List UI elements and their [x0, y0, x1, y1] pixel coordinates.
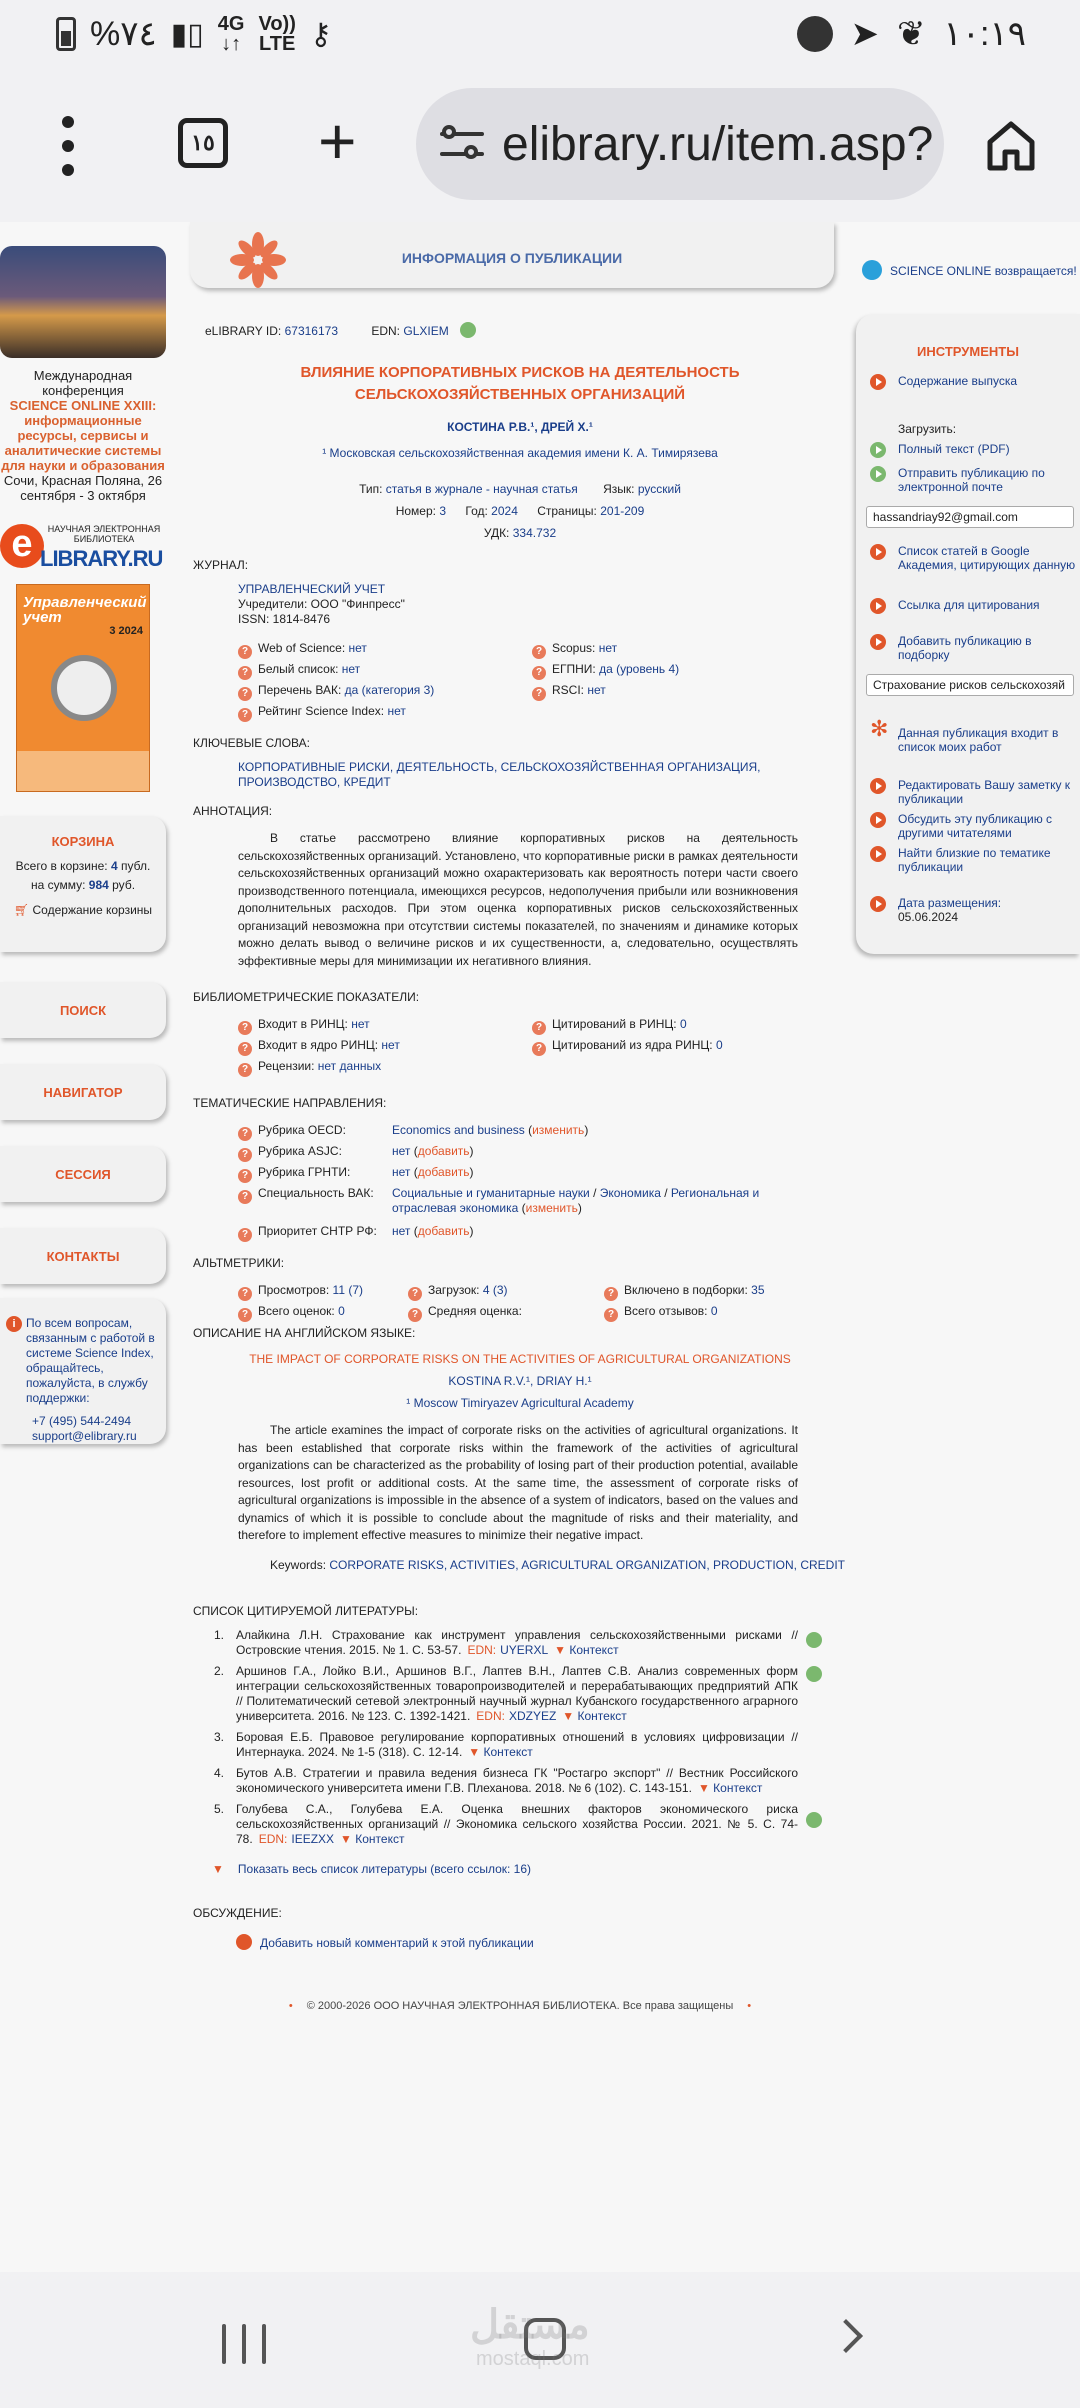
reference-item: 3. Боровая Е.Б. Правовое регулирование корпоративных отношений в условиях цифровизации // Интернаука. 2024. № 1-5 (318). С. 12-14. ▼ Контекст — [214, 1730, 798, 1759]
play-icon — [870, 544, 886, 560]
support-email[interactable]: support@elibrary.ru — [32, 1429, 137, 1443]
more-menu-icon[interactable] — [40, 116, 96, 176]
url-text[interactable]: elibrary.ru/item.asp? — [502, 117, 934, 171]
elibrary-logo[interactable]: LIBRARY.RU — [40, 546, 163, 571]
messenger-icon — [797, 16, 833, 52]
cart-contents-link[interactable]: 🛒︎ Содержание корзины — [13, 903, 153, 917]
collection-select[interactable]: Страхование рисков сельскохозяй — [866, 674, 1074, 696]
reference-item: 4. Бутов А.В. Стратегии и правила ведения бизнеса ГК "Ростагро экспорт" // Вестник Российского экономического университета имени Г.В. Плеханова. 2018. № 6 (102). С. 143-151. ▼ Контекст — [214, 1766, 798, 1795]
annotation-text: В статье рассмотрено влияние корпоративных рисков на деятельность сельскохозяйственных организаций. Установлено, что корпоративные риски в рамках деятельности сельскохозяйственных организаций можно охарактеризовать как вероятность потери части своего производственного потенциала, имеющихся ресурсов, недополучения прибыли или возникновения дополнительных расходов. При этом оценка корпоративных рисков сельскохозяйственных организаций невозможна при отсутствии системы показателей, по значениям и динамике которых можно делать вывод о величине рисков и их существенности, а, следовательно, осуществлять эффективные меры для минимизации их негативного влияния. — [238, 831, 798, 968]
status-right — [797, 14, 1027, 54]
add-comment-link[interactable]: Добавить новый комментарий к этой публикации — [236, 1934, 534, 1950]
session-button[interactable]: СЕССИЯ — [0, 1146, 166, 1202]
journal-indexes-right: ? Scopus: нет ? ЕГПНИ: да (уровень 4) ? RSCI: нет — [532, 638, 832, 701]
external-link-icon[interactable] — [806, 1666, 822, 1682]
oecd-change-link[interactable]: изменить — [532, 1123, 585, 1137]
vak-change-link[interactable]: изменить — [525, 1201, 578, 1215]
journal-cover-image[interactable]: Управленческий учет 3 2024 — [16, 584, 150, 792]
home-icon[interactable] — [986, 120, 1036, 172]
leaf-app-icon: ❦ — [897, 15, 926, 53]
play-icon — [870, 778, 886, 794]
thematic-list: ? Рубрика OECD: Economics and business (изменить) ? Рубрика ASJC: нет (добавить) ? Рубрика ГРНТИ: нет (добавить) ? Специальность ВАК: Социальные и гуманитарные науки / Экономика / Региональная и отраслевая экономика (изменить) ? Приоритет СНТР РФ: нет (добавить) — [238, 1120, 798, 1242]
triangle-icon: ▼ — [697, 1781, 714, 1795]
oecd-value[interactable]: Economics and business — [392, 1123, 525, 1137]
authors[interactable]: КОСТИНА Р.В.¹, ДРЕЙ Х.¹ — [447, 420, 593, 434]
browser-toolbar — [0, 72, 1080, 222]
triangle-icon: ▼ — [340, 1832, 356, 1846]
address-bar[interactable] — [416, 88, 944, 200]
contacts-button[interactable]: КОНТАКТЫ — [0, 1228, 166, 1284]
tab-switcher-button[interactable]: ١٥ — [178, 118, 228, 168]
battery-level: %٧٤ — [90, 15, 157, 53]
affiliation[interactable]: ¹ Московская сельскохозяйственная академия имени К. А. Тимирязева — [322, 446, 718, 460]
vak-link-3[interactable]: Региональная и отраслевая экономика — [392, 1186, 760, 1215]
status-bar — [0, 0, 1080, 72]
grnti-add-link[interactable]: добавить — [417, 1165, 470, 1179]
reference-edn-link[interactable]: IEEZXX — [291, 1832, 335, 1846]
references-label: СПИСОК ЦИТИРУЕМОЙ ЛИТЕРАТУРЫ: — [193, 1604, 419, 1618]
play-icon — [870, 846, 886, 862]
reference-item: 5. Голубева С.А., Голубева Е.А. Оценка внешних факторов экономического риска сельскохозяйственных организаций // Экономика сельского хозяйства России. 2021. № 5. С. 74-78. EDN: IEEZXX ▼ Контекст — [214, 1802, 798, 1846]
english-keywords: Keywords: CORPORATE RISKS, ACTIVITIES, AGRICULTURAL ORGANIZATION, PRODUCTION, CREDIT — [270, 1558, 845, 1572]
journal-indexes-left: ? Web of Science: нет ? Белый список: нет ? Перечень ВАК: да (категория 3) ? Рейтинг Science Index: нет — [238, 638, 538, 722]
search-button[interactable]: ПОИСК — [0, 982, 166, 1038]
keywords-label: КЛЮЧЕВЫЕ СЛОВА: — [193, 736, 310, 750]
tools-title: ИНСТРУМЕНТЫ — [917, 344, 1019, 359]
keywords-list[interactable]: КОРПОРАТИВНЫЕ РИСКИ, ДЕЯТЕЛЬНОСТЬ, СЕЛЬСКОХОЗЯЙСТВЕННАЯ ОРГАНИЗАЦИЯ, ПРОИЗВОДСТВО, КРЕДИТ — [238, 760, 761, 789]
vak-link-1[interactable]: Социальные и гуманитарные науки — [392, 1186, 590, 1200]
watermark-site: mostaql.com — [476, 2348, 590, 2370]
recent-apps-button[interactable] — [222, 2324, 266, 2364]
english-title: THE IMPACT OF CORPORATE RISKS ON THE ACTIVITIES OF AGRICULTURAL ORGANIZATIONS — [249, 1352, 791, 1366]
support-text: По всем вопросам, связанным с работой в системе Science Index, обращайтесь, пожалуйста, в службу поддержки: — [26, 1316, 155, 1405]
sntr-add-link[interactable]: добавить — [417, 1224, 470, 1238]
asjc-add-link[interactable]: добавить — [417, 1144, 470, 1158]
reference-context-link[interactable]: ▼ Контекст — [340, 1832, 405, 1846]
elibrary-id: eLIBRARY ID: 67316173 EDN: GLXIEM — [205, 322, 476, 338]
references-list — [214, 1628, 798, 1853]
play-icon — [870, 634, 886, 650]
cart-title: КОРЗИНА — [51, 834, 115, 849]
external-link-icon[interactable] — [806, 1632, 822, 1648]
cart-box: КОРЗИНА Всего в корзине: 4 публ. на сумму: 984 руб. 🛒︎ Содержание корзины — [0, 816, 166, 952]
journal-name[interactable]: УПРАВЛЕНЧЕСКИЙ УЧЕТ — [238, 582, 386, 596]
altmetrics-col-2: ? Загрузок: 4 (3) ? Средняя оценка: — [408, 1280, 522, 1322]
conference-info[interactable]: Международная конференция SCIENCE ONLINE XXIII: информационные ресурсы, сервисы и аналитические системы для науки и образования Сочи, Красная Поляна, 26 сентября - 3 октября — [1, 368, 165, 503]
reference-edn-link[interactable]: UYERXL — [500, 1643, 549, 1657]
elibrary-logo-e[interactable]: e — [0, 524, 44, 568]
play-icon — [870, 812, 886, 828]
cart-icon: 🛒︎ — [13, 903, 30, 917]
reference-context-link[interactable]: ▼ Контекст — [562, 1709, 627, 1723]
play-icon — [870, 374, 886, 390]
bibliometrics-right: ? Цитирований в РИНЦ: 0 ? Цитирований из ядра РИНЦ: 0 — [532, 1014, 832, 1056]
vpn-key-icon: ⚷ — [309, 17, 332, 51]
elibrary-subtitle: НАУЧНАЯ ЭЛЕКТРОННАЯ БИБЛИОТЕКА — [47, 524, 161, 544]
telegram-icon — [862, 260, 882, 280]
tools-panel: ИНСТРУМЕНТЫ Содержание выпуска Загрузить: Полный текст (PDF) Отправить публикацию по электронной почте hassandriay92@gmail.com Список статей в Google Академия, цитирующих данную Ссылка для цитирования Добавить публикацию в подборку Страхование рисков сельскохозяй ✻ Данная публикация входит в список моих работ Редактировать Вашу заметку к публикации Обсудить эту публикацию с другими читателями Найти близкие по тематике публикации Дата размещения: 05.06.2024 — [856, 314, 1080, 954]
watermark: مستقل — [470, 2303, 590, 2347]
triangle-icon: ▼ — [468, 1745, 484, 1759]
english-authors[interactable]: KOSTINA R.V.¹, DRIAY H.¹ — [448, 1374, 592, 1388]
telegram-icon: ➤ — [850, 15, 879, 53]
copy-edn-icon[interactable] — [460, 322, 476, 338]
vak-link-2[interactable]: Экономика — [599, 1186, 661, 1200]
bibliometrics-label: БИБЛИОМЕТРИЧЕСКИЕ ПОКАЗАТЕЛИ: — [193, 990, 420, 1004]
english-label: ОПИСАНИЕ НА АНГЛИЙСКОМ ЯЗЫКЕ: — [193, 1326, 416, 1340]
asterisk-icon: ✻ — [870, 716, 889, 741]
reference-edn-link[interactable]: XDZYEZ — [508, 1709, 557, 1723]
article-type: Тип: статья в журнале - научная статья Язык: русский — [359, 482, 681, 496]
email-icon — [870, 466, 886, 482]
altmetrics-col-3: ? Включено в подборки: 35 ? Всего отзывов: 0 — [604, 1280, 765, 1322]
journal-label: ЖУРНАЛ: — [193, 558, 249, 572]
reference-item: 2. Аршинов Г.А., Лойко В.И., Аршинов В.Г., Лаптев В.Н., Лаптев С.В. Анализ современных форм интеграции сельскохозяйственных товаропроизводителей и перерабатывающих предприятий АПК // Политематический сетевой электронный научный журнал Кубанского государственного аграрного университета. 2016. № 123. С. 1392-1421. EDN: XDZYEZ ▼ Контекст — [214, 1664, 798, 1723]
play-icon — [870, 598, 886, 614]
download-icon — [870, 442, 886, 458]
system-nav-bar — [0, 2272, 1080, 2408]
english-affiliation[interactable]: ¹ Moscow Timiryazev Agricultural Academy — [406, 1396, 634, 1410]
article-title: ВЛИЯНИЕ КОРПОРАТИВНЫХ РИСКОВ НА ДЕЯТЕЛЬНОСТЬ СЕЛЬСКОХОЗЯЙСТВЕННЫХ ОРГАНИЗАЦИЙ — [300, 364, 740, 403]
science-online-link[interactable]: SCIENCE ONLINE возвращается! — [862, 260, 1077, 280]
altmetrics-col-1: ? Просмотров: 11 (7) ? Всего оценок: 0 — [238, 1280, 363, 1322]
info-icon: i — [6, 1316, 22, 1332]
play-circle-icon — [236, 1934, 252, 1950]
external-link-icon[interactable] — [806, 1812, 822, 1828]
support-box — [0, 1298, 166, 1444]
play-icon — [870, 896, 886, 912]
email-input[interactable]: hassandriay92@gmail.com — [866, 506, 1074, 528]
page-content — [0, 222, 1080, 2272]
back-button[interactable] — [829, 2319, 863, 2353]
page-title: ИНФОРМАЦИЯ О ПУБЛИКАЦИИ — [401, 250, 623, 266]
reference-context-link[interactable]: ▼ Контекст — [468, 1745, 533, 1759]
site-settings-icon[interactable] — [440, 124, 484, 164]
bibliometrics-left: ? Входит в РИНЦ: нет ? Входит в ядро РИНЦ: нет ? Рецензии: нет данных — [238, 1014, 538, 1077]
annotation-label: АННОТАЦИЯ: — [193, 804, 273, 818]
triangle-icon: ▼ — [212, 1862, 224, 1876]
journal-info: УПРАВЛЕНЧЕСКИЙ УЧЕТ Учредители: ООО "Финпресс" ISSN: 1814-8476 — [238, 582, 405, 626]
issue-info: Номер: 3 Год: 2024 Страницы: 201-209 — [395, 504, 645, 518]
discussion-label: ОБСУЖДЕНИЕ: — [193, 1906, 282, 1920]
show-all-references[interactable]: ▼ Показать весь список литературы (всего ссылок: 16) — [212, 1862, 532, 1876]
conference-image[interactable] — [0, 246, 166, 358]
status-left — [56, 14, 332, 54]
volte-indicator: Vo)) LTE — [258, 13, 296, 55]
signal-icon: ▮▯ — [170, 17, 204, 51]
udk: УДК: 334.732 — [483, 526, 557, 540]
footer: • © 2000-2026 ООО НАУЧНАЯ ЭЛЕКТРОННАЯ БИБЛИОТЕКА. Все права защищены • — [288, 2000, 752, 2012]
triangle-icon: ▼ — [554, 1643, 570, 1657]
new-tab-button[interactable]: + — [318, 104, 357, 178]
battery-icon — [56, 17, 76, 51]
english-abstract: The article examines the impact of corporate risks on the activities of agricultural organizations. It has been established that corporate risks within the framework of the activities of agricultural organizations can be characterized as the probability of losing part of their production potential, available resources, lost profit or additional costs. At the same time, the assessment of corporate risks of agricultural organizations is impossible in the absence of a system of indicators, based on the values and dynamics of which it is possible to conclude about the magnitude of risks and their materiality, and therefore to implement effective measures to minimize their negative impact. — [238, 1423, 798, 1542]
reference-context-link[interactable]: ▼ Контекст — [697, 1781, 763, 1795]
reference-context-link[interactable]: ▼ Контекст — [554, 1643, 619, 1657]
clock: ١٠:١٩ — [943, 15, 1026, 53]
reference-item: 1. Алайкина Л.Н. Страхование как инструмент управления сельскохозяйственными рисками // Островские чтения. 2015. № 1. С. 53-57. EDN: UYERXL ▼ Контекст — [214, 1628, 798, 1657]
network-type: 4G ↓↑ — [217, 13, 245, 55]
support-phone[interactable]: +7 (495) 544-2494 — [32, 1414, 132, 1428]
publication-info-header — [190, 222, 834, 288]
navigator-button[interactable]: НАВИГАТОР — [0, 1064, 166, 1120]
triangle-icon: ▼ — [562, 1709, 578, 1723]
thematic-label: ТЕМАТИЧЕСКИЕ НАПРАВЛЕНИЯ: — [193, 1096, 387, 1110]
altmetrics-label: АЛЬТМЕТРИКИ: — [193, 1256, 285, 1270]
